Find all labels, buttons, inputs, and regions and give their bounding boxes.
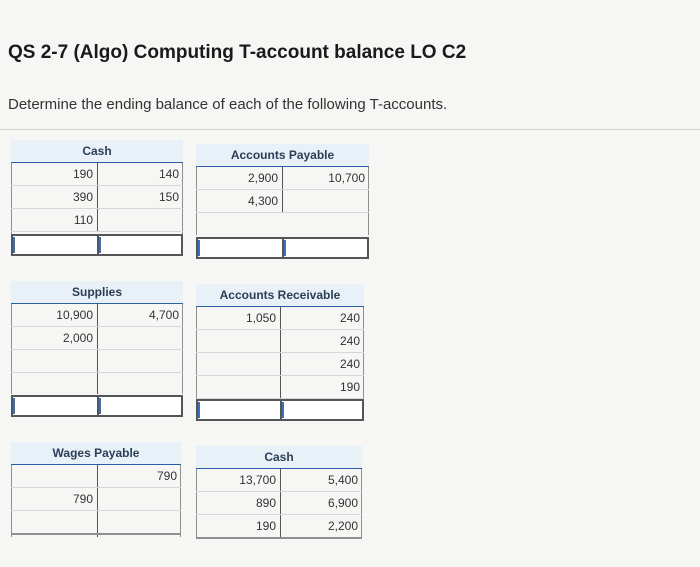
debit-entry: 2,000 bbox=[62, 331, 93, 345]
debit-balance-input[interactable] bbox=[198, 240, 284, 256]
balance-input-row bbox=[196, 237, 369, 259]
t-account-row bbox=[196, 330, 364, 353]
t-account-row bbox=[196, 307, 364, 330]
debit-entry: 2,900 bbox=[247, 171, 278, 185]
balance-input-row bbox=[196, 399, 364, 421]
t-account-cash bbox=[196, 446, 362, 542]
debit-entry: 10,900 bbox=[56, 308, 93, 322]
credit-balance-input[interactable] bbox=[99, 237, 183, 253]
credit-balance-input[interactable] bbox=[99, 398, 183, 414]
divider bbox=[0, 129, 700, 130]
t-account-row bbox=[11, 465, 181, 488]
debit-entry: 190 bbox=[255, 519, 276, 533]
t-account-row bbox=[196, 492, 362, 515]
credit-balance-input[interactable] bbox=[284, 240, 369, 256]
credit-entry: 240 bbox=[339, 334, 360, 348]
credit-entry: 150 bbox=[158, 190, 179, 204]
t-account-cash bbox=[11, 140, 183, 260]
t-account-row bbox=[11, 186, 183, 209]
credit-entry: 6,900 bbox=[327, 496, 358, 510]
instructions: Determine the ending balance of each of the following T-accounts. bbox=[8, 96, 448, 113]
credit-entry: 790 bbox=[156, 469, 177, 483]
debit-entry: 13,700 bbox=[239, 473, 276, 487]
t-account-row bbox=[196, 167, 369, 190]
credit-entry: 5,400 bbox=[327, 473, 358, 487]
debit-entry: 190 bbox=[72, 167, 93, 181]
credit-entry: 190 bbox=[339, 380, 360, 394]
t-account-row bbox=[196, 353, 364, 376]
t-account-row bbox=[196, 190, 369, 213]
t-account-row bbox=[11, 304, 183, 327]
credit-balance-input[interactable] bbox=[282, 402, 364, 418]
t-account-accounts-receivable bbox=[196, 284, 364, 424]
t-account-row bbox=[196, 515, 362, 539]
debit-entry: 1,050 bbox=[245, 311, 276, 325]
debit-balance-input[interactable] bbox=[13, 398, 99, 414]
t-account-wages-payable bbox=[11, 442, 181, 538]
t-account-accounts-payable bbox=[196, 144, 369, 262]
t-account-title: Cash bbox=[11, 140, 183, 163]
debit-balance-input[interactable] bbox=[13, 237, 99, 253]
page-title: QS 2-7 (Algo) Computing T-account balance LO C2 bbox=[8, 42, 467, 63]
t-account-row bbox=[11, 350, 183, 373]
t-account-row bbox=[11, 327, 183, 350]
t-account-title: Wages Payable bbox=[11, 442, 181, 465]
credit-entry: 10,700 bbox=[328, 171, 365, 185]
debit-balance-input[interactable] bbox=[198, 402, 282, 418]
debit-entry: 390 bbox=[72, 190, 93, 204]
t-account-supplies bbox=[11, 281, 183, 421]
t-account-row bbox=[196, 469, 362, 492]
credit-entry: 240 bbox=[339, 311, 360, 325]
t-account-title: Cash bbox=[196, 446, 362, 469]
balance-input-row bbox=[11, 234, 183, 256]
credit-entry: 2,200 bbox=[327, 519, 358, 533]
debit-entry: 890 bbox=[255, 496, 276, 510]
debit-entry: 4,300 bbox=[247, 194, 278, 208]
t-account-title: Accounts Payable bbox=[196, 144, 369, 167]
t-account-row bbox=[11, 373, 183, 396]
t-account-row bbox=[11, 488, 181, 511]
credit-entry: 140 bbox=[158, 167, 179, 181]
balance-input-row bbox=[11, 395, 183, 417]
credit-entry: 4,700 bbox=[148, 308, 179, 322]
debit-entry: 790 bbox=[72, 492, 93, 506]
debit-entry: 110 bbox=[73, 213, 93, 227]
t-account-row bbox=[11, 209, 183, 232]
t-account-row bbox=[11, 163, 183, 186]
t-account-title: Accounts Receivable bbox=[196, 284, 364, 307]
t-account-title: Supplies bbox=[11, 281, 183, 304]
t-account-row bbox=[11, 511, 181, 535]
credit-entry: 240 bbox=[339, 357, 360, 371]
t-account-row bbox=[196, 376, 364, 399]
